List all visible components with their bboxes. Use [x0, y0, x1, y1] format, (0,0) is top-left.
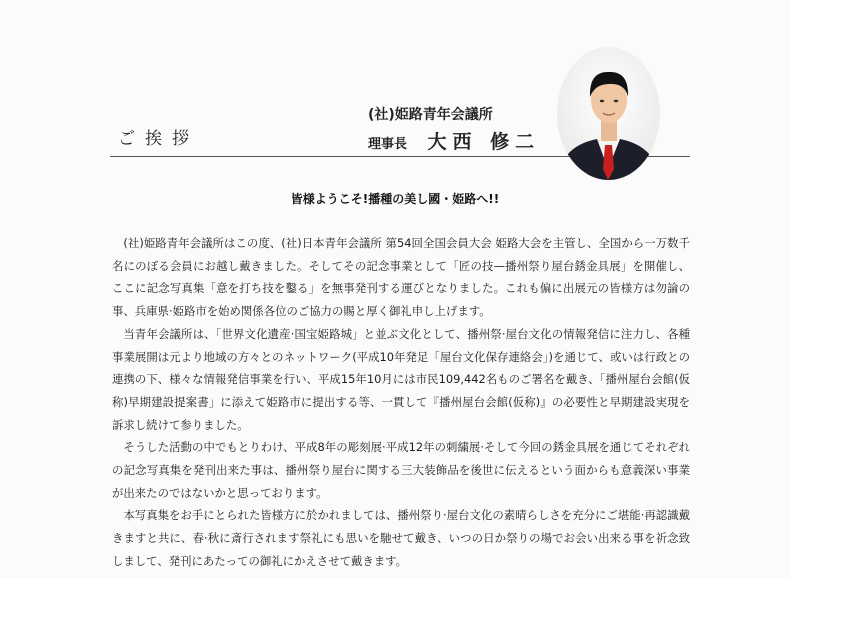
- paragraph: 当青年会議所は、「世界文化遺産·国宝姫路城」と並ぶ文化として、播州祭·屋台文化の情報発信に注力し、各種事業展開は元より地域の方々とのネットワーク(平成10年発足「屋台文化保存連絡会」)を通じて、或いは行政との連携の下、様々な情報発信事業を行い、平成15年10月には市民109,442名ものご署名を戴き、「播州屋台会館(仮称)早期建設提案書」に添えて姫路市に提出する等、一貫して『播州屋台会館(仮称)』の必要性と早期建設実現を訴求し続けて参りました。: [112, 326, 690, 432]
- organization-name: (社)姫路青年会議所: [368, 107, 493, 123]
- paragraph: そうした活動の中でもとりわけ、平成8年の彫刻展·平成12年の刺繍展·そして今回の銹金具展を通じてそれぞれの記念写真集を発刊出来た事は、播州祭り屋台に関する三大装飾品を後世に伝えるという面からも意義深い事業が出来たのではないかと思っております。: [112, 440, 690, 500]
- welcome-headline: 皆様ようこそ!播種の美し國・姫路へ!!: [290, 192, 500, 206]
- greeting-body: [112, 232, 690, 573]
- author-role: 理事長: [368, 137, 408, 152]
- author-line: [368, 127, 540, 154]
- author-name: 大西 修二: [427, 131, 541, 153]
- scan-margin: [0, 578, 846, 617]
- paragraph: (社)姫路青年会議所はこの度、(社)日本青年会議所 第54回全国会員大会 姫路大会を主管し、全国から一万数千名にのぼる会員にお越し戴きました。そしてその記念事業として「匠の技—播州祭り屋台銹金具展」を開催し、ここに記念写真集「意を打ち技を鑿る」を無事発刊する運びとなりました。これも偏に出展元の皆様方は勿論の事、兵庫県·姫路市を始め関係各位のご協力の賜と厚く御礼申し上げます。: [112, 236, 690, 319]
- greeting-heading: ご挨拶: [118, 129, 199, 149]
- portrait-photo: [557, 47, 660, 180]
- paragraph: 本写真集をお手にとられた皆様方に於かれましては、播州祭り·屋台文化の素晴らしさを充分にご堪能·再認識戴きますと共に、春·秋に斎行されます祭礼にも思いを馳せて戴き、いつの日か祭りの場でお会い出来る事を祈念致しまして、発刊にあたっての御礼にかえさせて戴きます。: [112, 508, 690, 568]
